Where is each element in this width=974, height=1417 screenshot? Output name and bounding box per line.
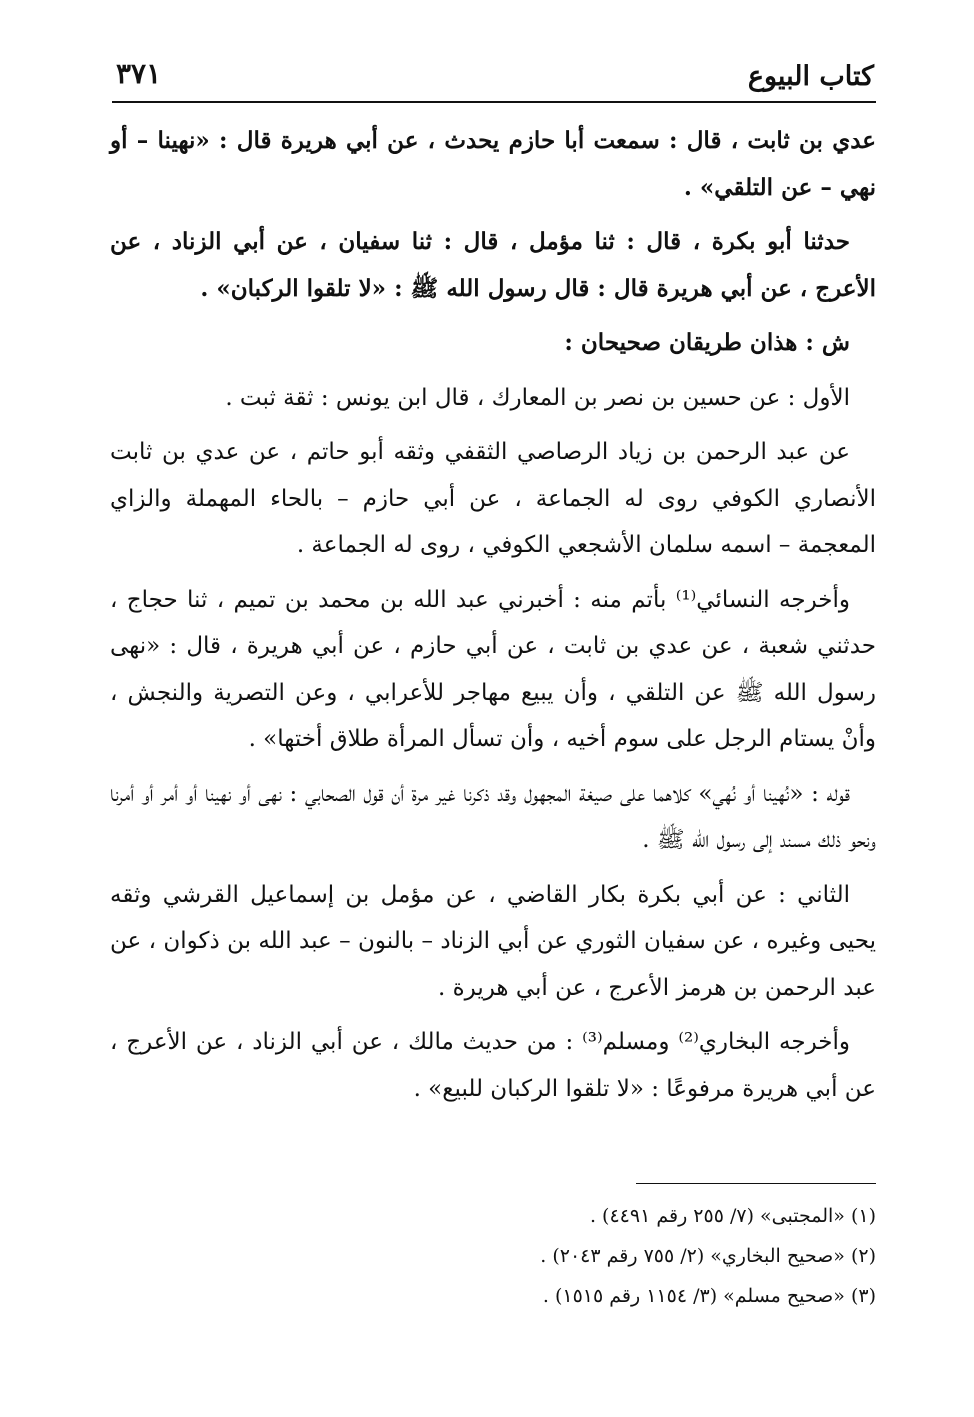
paragraph-first-chain: الأول : عن حسين بن نصر بن المعارك ، قال ابن يونس : ثقة ثبت . [225, 384, 850, 411]
footnote-2: (٢) «صحيح البخاري» (٢/ ٧٥٥ رقم ٢٠٤٣) . [540, 1245, 876, 1267]
paragraph-bukhari-muslim: وأخرجه البخاري⁽²⁾ ومسلم⁽³⁾ : من حديث مالك ، عن أبي الزناد ، عن الأعرج ، عن أبي هريرة مرفوعًا : «لا تلقوا الركبان للبيع» . [110, 1029, 876, 1102]
page-number: ٣٧١ [116, 57, 162, 90]
paragraph-narrators: عن عبد الرحمن بن زياد الرصاصي الثقفي وثقه أبو حاتم ، عن عدي بن ثابت الأنصاري الكوفي روى له الجماعة ، عن أبي حازم – بالحاء المهملة والزاي المعجمة – اسمه سلمان الأشجعي الكوفي ، روى له الجماعة . [110, 439, 876, 558]
paragraph-nasai: وأخرجه النسائي⁽¹⁾ بأتم منه : أخبرني عبد الله بن محمد بن تميم ، ثنا حجاج ، حدثني شعبة ، عن عدي بن ثابت ، عن أبي حازم ، عن أبي هريرة ، قال : «نهى رسول الله ﷺ عن التلقي ، وأن يبيع مهاجر للأعرابي ، وعن التصرية والنجش ، وأنْ يستام الرجل على سوم أخيه ، وأن تسأل المرأة طلاق أختها» . [110, 586, 876, 752]
main-text [110, 118, 876, 1120]
page-header [112, 55, 876, 103]
paragraph-hadith-2: حدثنا أبو بكرة ، قال : ثنا مؤمل ، قال : ثنا سفيان ، عن أبي الزناد ، عن الأعرج ، عن أبي هريرة قال : قال رسول الله ﷺ : «لا تلقوا الركبان» . [110, 228, 876, 302]
paragraph-qawluhu: قوله : «نُهينا أو نُهي» كلاهما على صيغة المجهول وقد ذكرنا غير مرة أن قول الصحابي : نهى أو نهينا أو أمر أو أمرنا ونحو ذلك مسند إلى رسول الله ﷺ . [110, 780, 876, 853]
footnote-divider [636, 1183, 876, 1184]
chapter-title: كتاب البيوع [747, 61, 874, 92]
paragraph-commentary-heading: ش : هذان طريقان صحيحان : [564, 329, 850, 356]
footnote-3: (٣) «صحيح مسلم» (٣/ ١١٥٤ رقم ١٥١٥) . [542, 1285, 876, 1307]
paragraph-hadith-1: عدي بن ثابت ، قال : سمعت أبا حازم يحدث ، عن أبي هريرة قال : «نهينا – أو نهي – عن التلقي» . [110, 127, 876, 201]
footnote-1: (١) «المجتبى» (٧/ ٢٥٥ رقم ٤٤٩١) . [589, 1205, 876, 1227]
paragraph-second-chain: الثاني : عن أبي بكرة بكار القاضي ، عن مؤمل بن إسماعيل القرشي وثقه يحيى وغيره ، عن سفيان الثوري عن أبي الزناد – بالنون – عبد الله بن ذكوان ، عن عبد الرحمن بن هرمز الأعرج ، عن أبي هريرة . [110, 881, 876, 1001]
footnotes [110, 1196, 876, 1316]
